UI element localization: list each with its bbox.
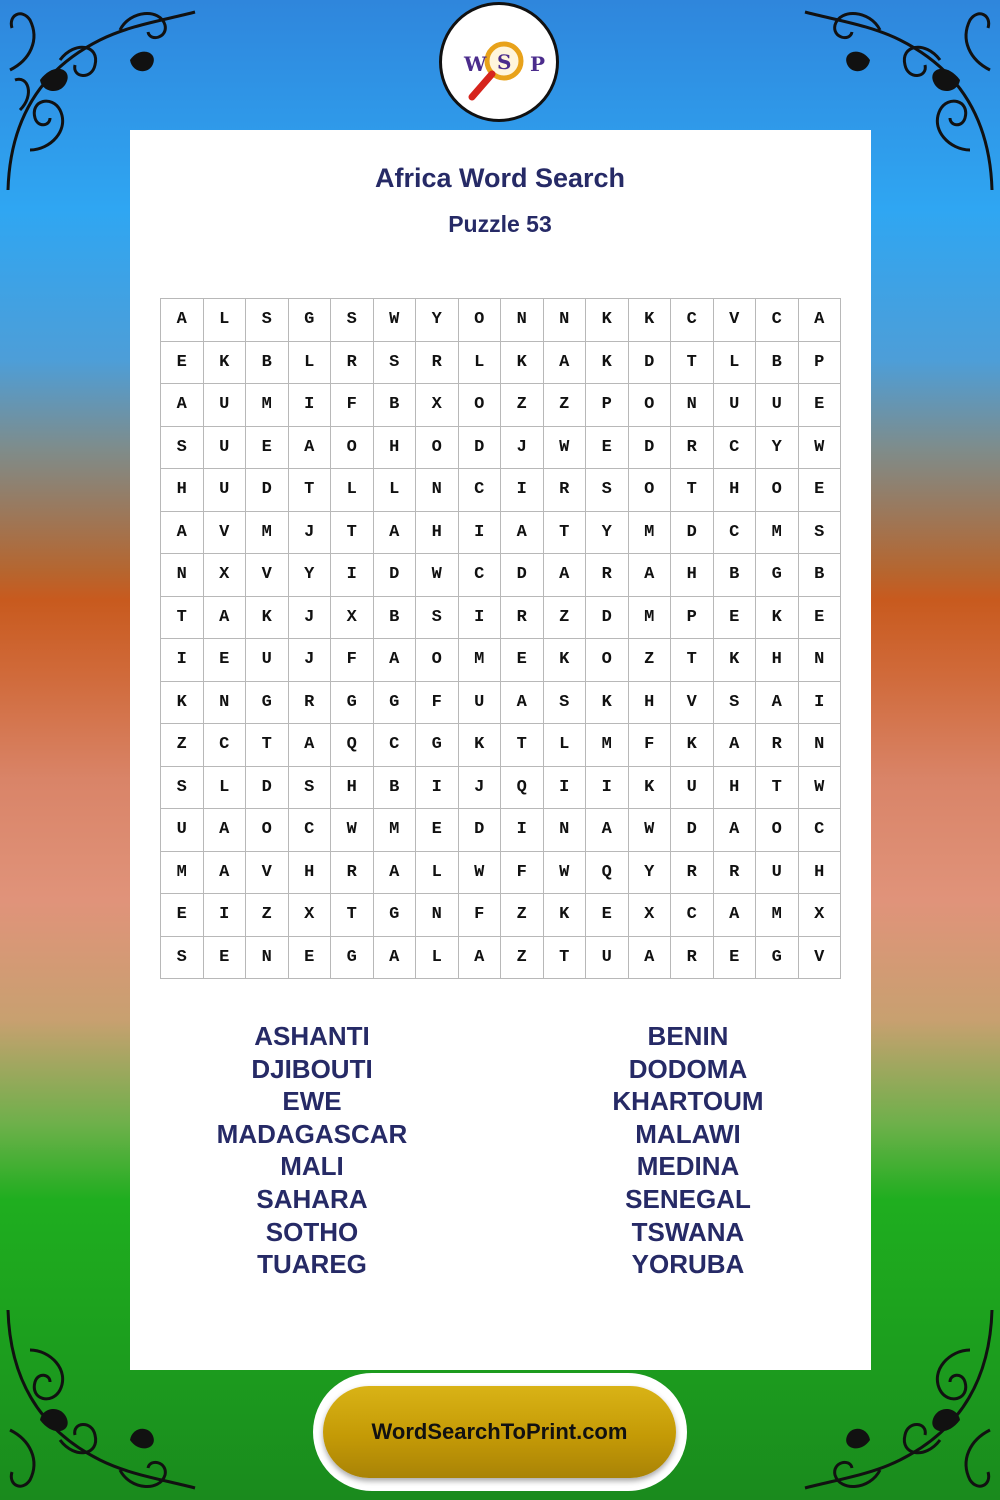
grid-cell: Z	[501, 894, 544, 937]
grid-cell: Z	[544, 597, 587, 640]
grid-cell: J	[289, 597, 332, 640]
grid-cell: Z	[501, 937, 544, 980]
grid-cell: V	[714, 299, 757, 342]
grid-cell: N	[161, 554, 204, 597]
grid-cell: X	[416, 384, 459, 427]
grid-cell: N	[416, 469, 459, 512]
grid-cell: E	[799, 469, 842, 512]
site-logo[interactable]	[439, 2, 559, 122]
grid-cell: K	[586, 342, 629, 385]
page-title: Africa Word Search	[374, 163, 626, 193]
grid-cell: G	[756, 554, 799, 597]
word-item: MADAGASCAR	[216, 1118, 408, 1149]
grid-cell: A	[629, 937, 672, 980]
grid-cell: S	[161, 937, 204, 980]
grid-cell: K	[586, 299, 629, 342]
grid-cell: M	[629, 512, 672, 555]
grid-cell: P	[671, 597, 714, 640]
word-item: YORUBA	[631, 1249, 745, 1280]
grid-cell: K	[246, 597, 289, 640]
grid-cell: A	[204, 597, 247, 640]
logo-letter-w: W	[464, 52, 487, 76]
word-item: TUAREG	[257, 1249, 367, 1280]
grid-cell: T	[501, 724, 544, 767]
grid-cell: O	[459, 384, 502, 427]
grid-cell: W	[459, 852, 502, 895]
grid-cell: F	[629, 724, 672, 767]
grid-cell: W	[331, 809, 374, 852]
word-item: BENIN	[647, 1021, 729, 1051]
grid-cell: Z	[161, 724, 204, 767]
grid-cell: V	[671, 682, 714, 725]
word-item: SOTHO	[265, 1216, 359, 1247]
magnifier-logo-icon	[442, 5, 556, 119]
grid-cell: E	[289, 937, 332, 980]
grid-cell: B	[799, 554, 842, 597]
grid-cell: H	[671, 554, 714, 597]
grid-cell: V	[246, 554, 289, 597]
grid-cell: W	[799, 767, 842, 810]
grid-cell: M	[246, 512, 289, 555]
word-item: ASHANTI	[254, 1021, 370, 1051]
grid-cell: S	[161, 427, 204, 470]
grid-cell: A	[501, 682, 544, 725]
grid-cell: G	[289, 299, 332, 342]
grid-cell: U	[671, 767, 714, 810]
grid-cell: D	[459, 809, 502, 852]
grid-cell: A	[161, 384, 204, 427]
grid-cell: M	[586, 724, 629, 767]
grid-cell: O	[629, 469, 672, 512]
grid-cell: Z	[501, 384, 544, 427]
grid-cell: R	[331, 852, 374, 895]
grid-cell: I	[586, 767, 629, 810]
grid-cell: L	[416, 937, 459, 980]
grid-cell: L	[331, 469, 374, 512]
grid-cell: R	[416, 342, 459, 385]
grid-cell: S	[544, 682, 587, 725]
grid-cell: E	[161, 894, 204, 937]
grid-cell: O	[416, 427, 459, 470]
grid-cell: C	[714, 512, 757, 555]
grid-cell: E	[246, 427, 289, 470]
grid-cell: I	[331, 554, 374, 597]
grid-cell: J	[289, 512, 332, 555]
grid-cell: D	[374, 554, 417, 597]
grid-cell: Q	[501, 767, 544, 810]
grid-cell: E	[586, 427, 629, 470]
word-list-left	[162, 1020, 462, 1281]
grid-cell: J	[501, 427, 544, 470]
grid-cell: N	[544, 299, 587, 342]
grid-cell: W	[374, 299, 417, 342]
grid-cell: B	[374, 767, 417, 810]
grid-cell: A	[714, 724, 757, 767]
grid-cell: C	[799, 809, 842, 852]
grid-cell: T	[289, 469, 332, 512]
grid-cell: T	[161, 597, 204, 640]
grid-cell: B	[374, 597, 417, 640]
grid-cell: A	[289, 427, 332, 470]
grid-cell: A	[544, 342, 587, 385]
grid-cell: U	[204, 427, 247, 470]
grid-cell: F	[331, 384, 374, 427]
grid-cell: A	[714, 894, 757, 937]
grid-cell: U	[714, 384, 757, 427]
grid-cell: H	[289, 852, 332, 895]
word-item: SENEGAL	[625, 1183, 751, 1214]
grid-cell: K	[204, 342, 247, 385]
grid-cell: P	[586, 384, 629, 427]
grid-cell: D	[246, 767, 289, 810]
grid-cell: M	[629, 597, 672, 640]
grid-cell: D	[671, 809, 714, 852]
grid-cell: E	[799, 597, 842, 640]
grid-cell: U	[756, 384, 799, 427]
grid-cell: G	[246, 682, 289, 725]
grid-cell: H	[756, 639, 799, 682]
grid-cell: N	[501, 299, 544, 342]
word-item: KHARTOUM	[612, 1086, 764, 1117]
grid-cell: E	[501, 639, 544, 682]
grid-cell: C	[459, 554, 502, 597]
grid-cell: D	[629, 427, 672, 470]
grid-cell: K	[586, 682, 629, 725]
grid-cell: N	[799, 639, 842, 682]
grid-cell: A	[799, 299, 842, 342]
grid-cell: K	[756, 597, 799, 640]
grid-cell: C	[459, 469, 502, 512]
grid-cell: S	[331, 299, 374, 342]
grid-cell: T	[544, 937, 587, 980]
grid-cell: H	[629, 682, 672, 725]
grid-cell: G	[331, 682, 374, 725]
grid-cell: I	[501, 809, 544, 852]
grid-cell: R	[289, 682, 332, 725]
grid-cell: M	[374, 809, 417, 852]
grid-cell: F	[459, 894, 502, 937]
grid-cell: P	[799, 342, 842, 385]
grid-cell: U	[586, 937, 629, 980]
grid-cell: Y	[629, 852, 672, 895]
grid-cell: N	[416, 894, 459, 937]
grid-cell: R	[331, 342, 374, 385]
grid-cell: X	[629, 894, 672, 937]
grid-cell: K	[161, 682, 204, 725]
letter-grid	[160, 298, 841, 979]
grid-cell: M	[459, 639, 502, 682]
grid-cell: U	[161, 809, 204, 852]
grid-cell: X	[331, 597, 374, 640]
grid-cell: L	[374, 469, 417, 512]
grid-cell: T	[671, 469, 714, 512]
grid-cell: A	[374, 852, 417, 895]
grid-cell: S	[416, 597, 459, 640]
grid-cell: T	[331, 512, 374, 555]
grid-cell: A	[374, 639, 417, 682]
grid-cell: I	[501, 469, 544, 512]
grid-cell: A	[204, 809, 247, 852]
grid-cell: V	[799, 937, 842, 980]
grid-cell: S	[374, 342, 417, 385]
grid-cell: K	[544, 639, 587, 682]
logo-letter-p: P	[530, 52, 546, 76]
grid-cell: H	[416, 512, 459, 555]
grid-cell: C	[714, 427, 757, 470]
grid-cell: Z	[246, 894, 289, 937]
grid-cell: D	[246, 469, 289, 512]
grid-cell: M	[756, 512, 799, 555]
grid-cell: I	[204, 894, 247, 937]
grid-cell: I	[799, 682, 842, 725]
grid-cell: F	[416, 682, 459, 725]
grid-cell: D	[629, 342, 672, 385]
grid-cell: C	[289, 809, 332, 852]
grid-cell: T	[331, 894, 374, 937]
grid-cell: K	[671, 724, 714, 767]
grid-cell: X	[799, 894, 842, 937]
grid-cell: A	[544, 554, 587, 597]
grid-cell: R	[501, 597, 544, 640]
grid-cell: X	[289, 894, 332, 937]
grid-cell: B	[246, 342, 289, 385]
grid-cell: N	[799, 724, 842, 767]
grid-cell: E	[416, 809, 459, 852]
grid-cell: J	[289, 639, 332, 682]
grid-cell: K	[714, 639, 757, 682]
grid-cell: H	[714, 469, 757, 512]
grid-cell: W	[629, 809, 672, 852]
grid-cell: I	[459, 597, 502, 640]
grid-cell: A	[374, 937, 417, 980]
word-item: EWE	[282, 1086, 342, 1117]
grid-cell: C	[204, 724, 247, 767]
grid-cell: W	[544, 427, 587, 470]
grid-cell: R	[671, 852, 714, 895]
grid-cell: Y	[416, 299, 459, 342]
grid-cell: K	[629, 299, 672, 342]
word-item: TSWANA	[631, 1216, 745, 1247]
grid-cell: Y	[586, 512, 629, 555]
grid-cell: U	[204, 469, 247, 512]
grid-cell: K	[629, 767, 672, 810]
grid-cell: I	[459, 512, 502, 555]
grid-cell: D	[586, 597, 629, 640]
grid-cell: O	[586, 639, 629, 682]
grid-cell: M	[756, 894, 799, 937]
grid-cell: H	[374, 427, 417, 470]
grid-cell: Q	[586, 852, 629, 895]
grid-cell: I	[416, 767, 459, 810]
grid-cell: N	[204, 682, 247, 725]
grid-cell: X	[204, 554, 247, 597]
grid-cell: D	[459, 427, 502, 470]
grid-cell: A	[161, 299, 204, 342]
grid-cell: R	[756, 724, 799, 767]
grid-cell: R	[586, 554, 629, 597]
grid-cell: A	[459, 937, 502, 980]
grid-cell: R	[714, 852, 757, 895]
grid-cell: Q	[331, 724, 374, 767]
grid-cell: O	[756, 469, 799, 512]
grid-cell: G	[416, 724, 459, 767]
grid-cell: A	[714, 809, 757, 852]
grid-cell: O	[459, 299, 502, 342]
grid-cell: E	[799, 384, 842, 427]
grid-cell: H	[714, 767, 757, 810]
grid-cell: G	[756, 937, 799, 980]
grid-cell: S	[161, 767, 204, 810]
grid-cell: J	[459, 767, 502, 810]
grid-cell: U	[204, 384, 247, 427]
grid-cell: M	[161, 852, 204, 895]
grid-cell: R	[671, 937, 714, 980]
grid-cell: W	[799, 427, 842, 470]
word-item: MALI	[280, 1151, 344, 1182]
grid-cell: S	[289, 767, 332, 810]
grid-cell: S	[586, 469, 629, 512]
grid-cell: T	[756, 767, 799, 810]
grid-cell: H	[331, 767, 374, 810]
grid-cell: E	[714, 597, 757, 640]
word-item: DODOMA	[628, 1053, 748, 1084]
grid-cell: L	[289, 342, 332, 385]
grid-cell: W	[416, 554, 459, 597]
grid-cell: U	[246, 639, 289, 682]
grid-cell: N	[544, 809, 587, 852]
grid-cell: A	[204, 852, 247, 895]
word-item: MEDINA	[636, 1151, 740, 1182]
grid-cell: A	[374, 512, 417, 555]
grid-cell: Z	[544, 384, 587, 427]
grid-cell: O	[331, 427, 374, 470]
word-item: SAHARA	[256, 1183, 368, 1214]
word-list-right	[538, 1020, 838, 1281]
grid-cell: F	[331, 639, 374, 682]
grid-cell: N	[671, 384, 714, 427]
grid-cell: C	[671, 894, 714, 937]
grid-cell: B	[756, 342, 799, 385]
grid-cell: A	[756, 682, 799, 725]
grid-cell: I	[544, 767, 587, 810]
grid-cell: V	[204, 512, 247, 555]
grid-cell: S	[714, 682, 757, 725]
grid-cell: K	[459, 724, 502, 767]
word-item: MALAWI	[635, 1118, 741, 1149]
grid-cell: N	[246, 937, 289, 980]
puzzle-number: Puzzle 53	[448, 211, 552, 237]
grid-cell: E	[161, 342, 204, 385]
grid-cell: Y	[756, 427, 799, 470]
grid-cell: G	[331, 937, 374, 980]
grid-cell: B	[714, 554, 757, 597]
grid-cell: G	[374, 894, 417, 937]
grid-cell: U	[756, 852, 799, 895]
grid-cell: I	[289, 384, 332, 427]
grid-cell: A	[289, 724, 332, 767]
grid-cell: V	[246, 852, 289, 895]
grid-cell: O	[246, 809, 289, 852]
grid-cell: C	[671, 299, 714, 342]
site-link-button[interactable]: WordSearchToPrint.com	[323, 1386, 676, 1478]
grid-cell: Z	[629, 639, 672, 682]
grid-cell: L	[204, 767, 247, 810]
grid-cell: L	[416, 852, 459, 895]
grid-cell: L	[714, 342, 757, 385]
grid-cell: K	[501, 342, 544, 385]
grid-cell: O	[629, 384, 672, 427]
grid-cell: T	[671, 342, 714, 385]
grid-cell: T	[544, 512, 587, 555]
grid-cell: B	[374, 384, 417, 427]
grid-cell: T	[671, 639, 714, 682]
grid-cell: H	[799, 852, 842, 895]
grid-cell: C	[374, 724, 417, 767]
grid-cell: Y	[289, 554, 332, 597]
grid-cell: L	[459, 342, 502, 385]
grid-cell: W	[544, 852, 587, 895]
grid-cell: E	[586, 894, 629, 937]
grid-cell: M	[246, 384, 289, 427]
grid-cell: G	[374, 682, 417, 725]
grid-cell: O	[756, 809, 799, 852]
grid-cell: C	[756, 299, 799, 342]
grid-cell: T	[246, 724, 289, 767]
grid-cell: A	[586, 809, 629, 852]
grid-cell: R	[671, 427, 714, 470]
grid-cell: E	[204, 937, 247, 980]
grid-cell: A	[629, 554, 672, 597]
grid-cell: K	[544, 894, 587, 937]
grid-cell: E	[714, 937, 757, 980]
grid-cell: A	[161, 512, 204, 555]
grid-cell: S	[246, 299, 289, 342]
grid-cell: H	[161, 469, 204, 512]
grid-cell: R	[544, 469, 587, 512]
grid-cell: E	[204, 639, 247, 682]
grid-cell: L	[204, 299, 247, 342]
grid-cell: S	[799, 512, 842, 555]
logo-letter-s: S	[497, 50, 512, 74]
grid-cell: L	[544, 724, 587, 767]
grid-cell: A	[501, 512, 544, 555]
grid-cell: D	[501, 554, 544, 597]
grid-cell: O	[416, 639, 459, 682]
grid-cell: F	[501, 852, 544, 895]
grid-cell: U	[459, 682, 502, 725]
word-item: DJIBOUTI	[251, 1053, 373, 1084]
grid-cell: I	[161, 639, 204, 682]
grid-cell: D	[671, 512, 714, 555]
